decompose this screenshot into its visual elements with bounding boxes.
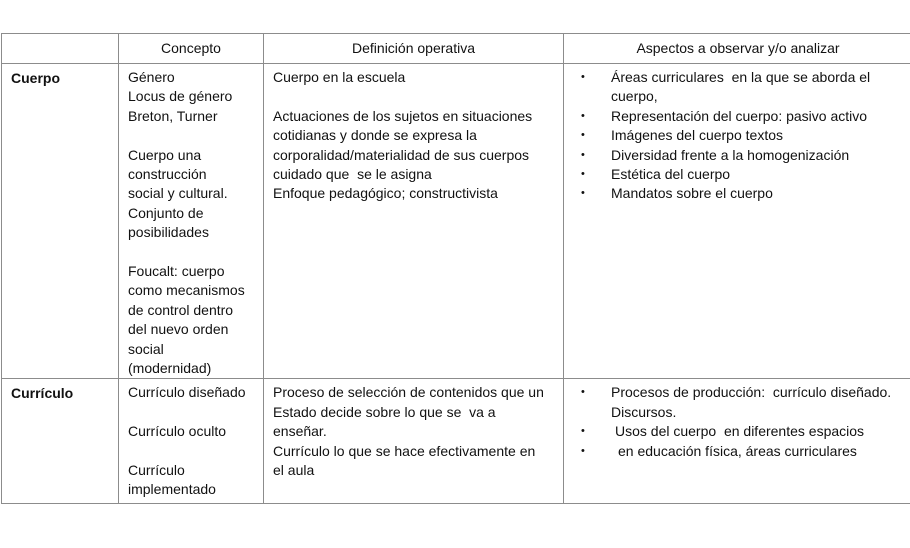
bullet-icon: • xyxy=(581,425,585,438)
concepto-p3: Currículo implementado xyxy=(128,462,216,498)
list-item: • Imágenes del cuerpo textos xyxy=(573,126,904,145)
list-item: • Usos del cuerpo en diferentes espacios xyxy=(573,422,904,441)
list-item: • Representación del cuerpo: pasivo activo xyxy=(573,107,904,126)
bullet-icon: • xyxy=(581,386,585,399)
table-row-cuerpo xyxy=(2,64,910,379)
concepto-p1: Género Locus de género Breton, Turner xyxy=(128,69,233,124)
definicion-p1: Cuerpo en la escuela xyxy=(273,69,406,85)
bullet-icon: • xyxy=(581,187,585,200)
concepto-p1: Currículo diseñado xyxy=(128,384,246,401)
bullet-icon: • xyxy=(581,168,585,181)
header-concepto: Concepto xyxy=(119,34,264,64)
aspectos-cell-curriculo xyxy=(564,379,910,504)
concepto-cell-curriculo xyxy=(119,379,264,504)
list-item: • Procesos de producción: currículo diseñado. Discursos. xyxy=(581,384,892,420)
row-label-cell xyxy=(2,379,119,504)
header-empty xyxy=(2,34,119,64)
table-row-curriculo xyxy=(2,379,910,504)
bullet-icon: • xyxy=(581,148,585,161)
row-label-curriculo: Currículo xyxy=(11,385,74,402)
aspectos-cell-cuerpo xyxy=(564,64,910,379)
list-item: • Mandatos sobre el cuerpo xyxy=(573,184,904,203)
list-item: • en educación física, áreas curriculares xyxy=(573,442,904,461)
list-item: • Diversidad frente a la homogenización xyxy=(573,146,904,165)
concepto-p3: Foucalt: cuerpo como mecanismos de control dentro del nuevo orden social (modernidad) xyxy=(128,263,245,377)
header-row xyxy=(2,34,910,64)
document-table xyxy=(1,33,910,504)
bullet-icon: • xyxy=(581,444,585,457)
aspectos-list xyxy=(573,68,904,204)
definicion-cell-curriculo: Proceso de selección de contenidos que un Estado decide sobre lo que se va a enseñar. Currículo lo que se hace efectivamente en el aula xyxy=(264,379,564,504)
row-label-cell xyxy=(2,64,119,379)
bullet-icon: • xyxy=(581,71,585,83)
list-item: • Estética del cuerpo xyxy=(573,165,904,184)
row-label-cuerpo: Cuerpo xyxy=(11,70,60,86)
definicion-cell-cuerpo xyxy=(264,64,564,379)
concepto-cell-cuerpo xyxy=(119,64,264,379)
list-item: • Áreas curriculares en la que se aborda el cuerpo, xyxy=(581,69,871,105)
definicion-p2: Actuaciones de los sujetos en situaciones cotidianas y donde se expresa la corporalidad/materialidad de sus cuerpos cuidado que se le asigna Enfoque pedagógico; constructivista xyxy=(273,107,533,202)
header-aspectos: Aspectos a observar y/o analizar xyxy=(564,34,910,64)
aspectos-list xyxy=(573,383,904,461)
concepto-p2: Currículo oculto xyxy=(128,423,227,440)
bullet-icon: • xyxy=(581,109,585,122)
bullet-icon: • xyxy=(581,129,585,142)
header-definicion: Definición operativa xyxy=(264,34,564,64)
concepto-p2: Cuerpo una construcción social y cultural. Conjunto de posibilidades xyxy=(128,146,228,241)
